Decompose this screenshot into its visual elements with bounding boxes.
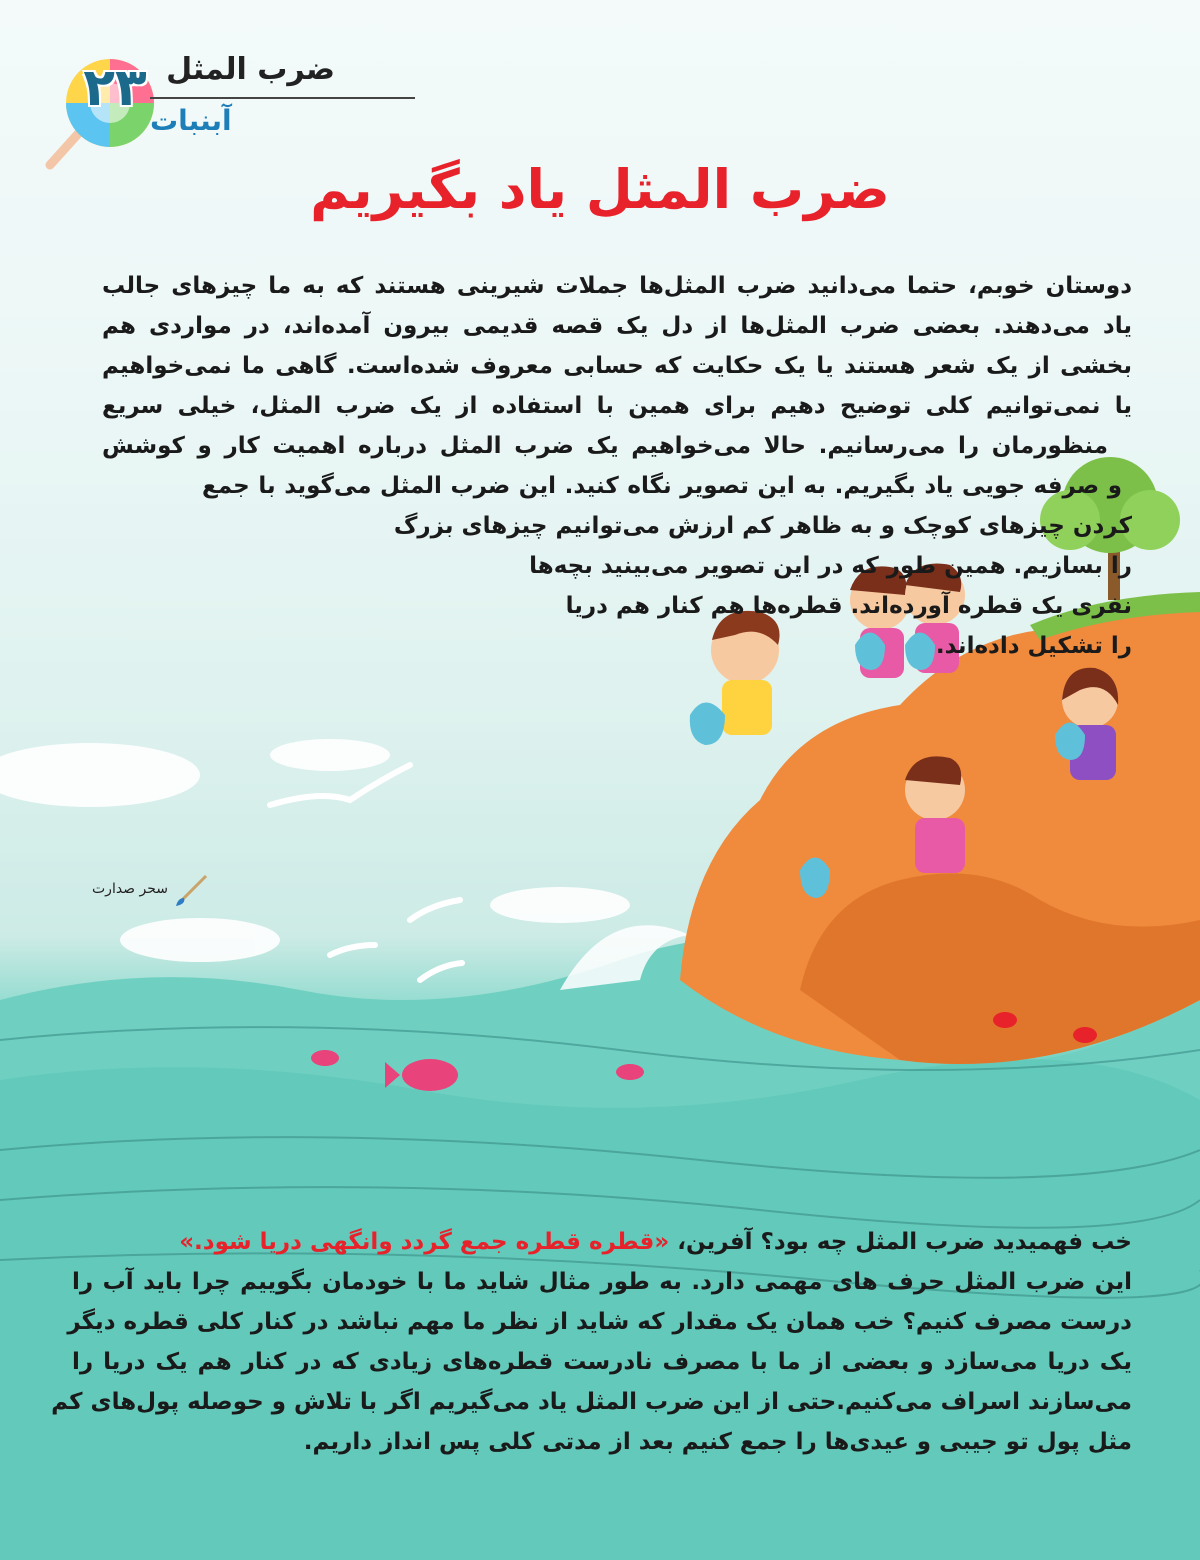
text-line: می‌سازند اسراف می‌کنیم.حتی از این ضرب المثل یاد می‌گیریم اگر با تلاش و حوصله پول‌های کم [51,1389,1132,1415]
brand-logo: آبنبات [150,104,232,137]
text-line: دوستان خوبم، حتما می‌دانید ضرب المثل‌ها جملات شیرینی هستند که به ما چیزهای جالب [102,273,1132,299]
section-title: ضرب المثل [166,52,335,87]
text-line: درست مصرف کنیم؟ خب همان یک مقدار که شاید از نظر ما مهم نباشد در کنار کلی قطره دیگر [67,1309,1132,1335]
article-title: ضرب المثل یاد بگیریم [310,158,890,221]
text-line: و صرفه جویی یاد بگیریم. به این تصویر نگاه کنید. این ضرب المثل می‌گوید با جمع [202,473,1122,499]
text-line: این ضرب المثل حرف های مهمی دارد. به طور مثال شاید ما با خودمان بگوییم چرا باید آب را [72,1269,1132,1295]
text-line: نفری یک قطره آورده‌اند. قطره‌ها هم کنار هم دریا [565,593,1132,619]
text-line: یا نمی‌توانیم کلی توضیح دهیم برای همین با استفاده از یک ضرب المثل، خیلی سریع [102,393,1132,419]
conclusion-paragraph [51,1222,1132,1462]
proverb-quote: «قطره قطره جمع گردد وانگهی دریا شود.» [179,1229,670,1255]
text-line: یاد می‌دهند. بعضی ضرب المثل‌ها از دل یک قصه قدیمی بیرون آمده‌اند، در مواردی هم [102,313,1132,339]
text-line: را بسازیم. همین طور که در این تصویر می‌بینید بچه‌ها [529,553,1132,579]
illustrator-credit [92,872,212,906]
intro-paragraph [102,266,1132,666]
illustrator-name: سحر صدارت [92,881,169,897]
text-line: بخشی از یک شعر هستند یا یک حکایت که حسابی معروف شده‌است. گاهی ما نمی‌خواهیم [102,353,1132,379]
text-line: منظورمان را می‌رسانیم. حالا می‌خواهیم یک ضرب المثل درباره اهمیت کار و کوشش [102,433,1108,459]
text-line: یک دریا می‌سازد و بعضی از ما با مصرف نادرست قطره‌های زیادی که در کنار هم یک دریا را [72,1349,1132,1375]
paintbrush-icon [172,872,212,906]
text-line: کردن چیزهای کوچک و به ظاهر کم ارزش می‌توانیم چیزهای بزرگ [393,513,1132,539]
text-line: را تشکیل داده‌اند. [935,633,1132,659]
text-line [72,1222,1132,1262]
page-number: ۲۳ [83,58,147,118]
text-line: مثل پول تو جیبی و عیدی‌ها را جمع کنیم بعد از مدتی کلی پس انداز داریم. [303,1429,1132,1455]
conclusion-lead: خب فهمیدید ضرب المثل چه بود؟ آفرین، [669,1229,1132,1255]
